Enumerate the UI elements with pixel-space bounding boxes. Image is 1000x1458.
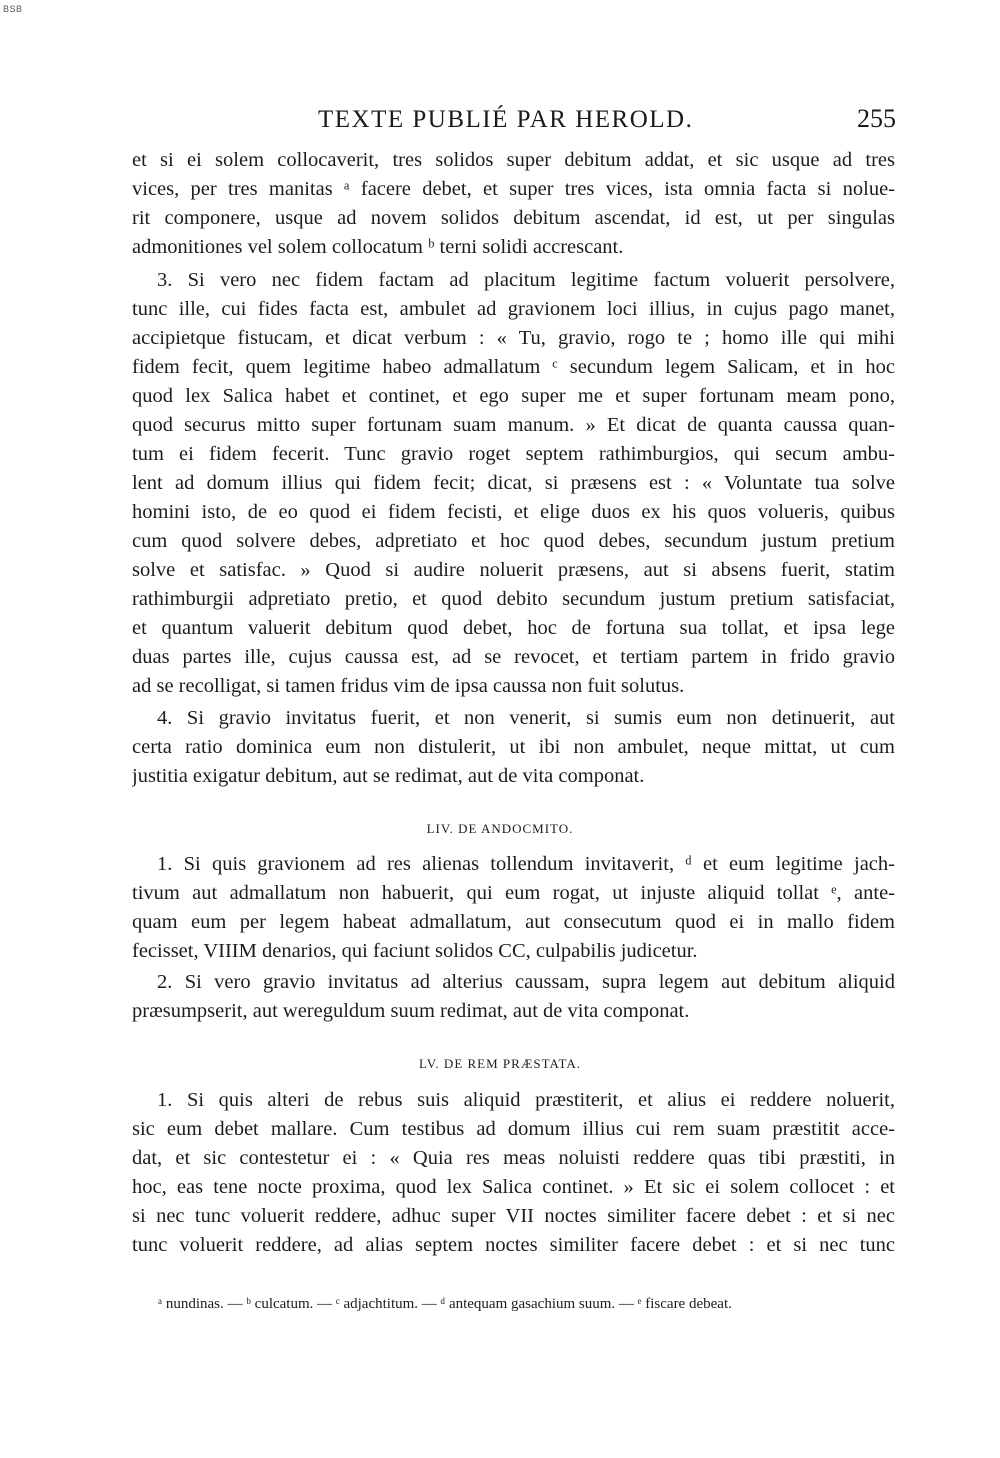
- text-line: sic eum debet mallare. Cum testibus ad domum illius cui rem suam præstitit acce-: [132, 1118, 895, 1140]
- footnotes: ᵃ nundinas. — ᵇ culcatum. — ᶜ adjachtitum. — ᵈ antequam gasachium suum. — ᵉ fiscare debeat.: [158, 1296, 732, 1312]
- text-line: certa ratio dominica eum non distulerit, ut ibi non ambulet, neque mittat, ut cum: [132, 736, 895, 758]
- text-line: quod securus mitto super fortunam suam manum. » Et dicat de quanta caussa quan-: [132, 414, 895, 436]
- paragraph-start: 2. Si vero gravio invitatus ad alterius caussam, supra legem aut debitum aliquid: [157, 971, 895, 993]
- text-line: cum quod solvere debes, adpretiato et hoc quod debes, secundum justum pretium: [132, 530, 895, 552]
- text-line: tum ei fidem fecerit. Tunc gravio roget septem rathimburgios, qui secum ambu-: [132, 443, 895, 465]
- text-line: præsumpserit, aut wereguldum suum redimat, aut de vita componat.: [132, 1000, 690, 1022]
- text-line: rit componere, usque ad novem solidos debitum ascendat, id est, ut per singulas: [132, 207, 895, 229]
- text-line: admonitiones vel solem collocatum ᵇ terni solidi accrescant.: [132, 236, 624, 258]
- text-line: fecisset, VIIIM denarios, qui faciunt solidos CC, culpabilis judicetur.: [132, 940, 698, 962]
- text-line: duas partes ille, cujus caussa est, ad se revocet, et tertiam partem in frido gravio: [132, 646, 895, 668]
- text-line: homini isto, de eo quod ei fidem fecisti, et elige duos ex his quos volueris, quibus: [132, 501, 895, 523]
- text-line: quod lex Salica habet et continet, et ego super me et super fortunam meam pono,: [132, 385, 895, 407]
- text-line: rathimburgii adpretiato pretio, et quod debito secundum justum pretium satisfaciat,: [132, 588, 895, 610]
- text-line: hoc, eas tene nocte proxima, quod lex Salica continet. » Et sic ei solem collocet : et: [132, 1176, 895, 1198]
- text-line: quam eum per legem habeat admallatum, aut consecutum quod ei in mallo fidem: [132, 911, 895, 933]
- text-line: et quantum valuerit debitum quod debet, hoc de fortuna sua tollat, et ipsa lege: [132, 617, 895, 639]
- page-number: 255: [857, 104, 896, 133]
- text-line: dat, et sic contestetur ei : « Quia res meas noluisti reddere quas tibi præstiti, in: [132, 1147, 895, 1169]
- text-line: lent ad domum illius qui fidem fecit; dicat, si præsens est : « Voluntate tua solve: [132, 472, 895, 494]
- text-line: tunc voluerit reddere, ad alias septem noctes similiter facere debet : et si nec tunc: [132, 1234, 895, 1256]
- text-line: justitia exigatur debitum, aut se redimat, aut de vita componat.: [132, 765, 645, 787]
- text-line: tivum aut admallatum non habuerit, qui eum rogat, ut injuste aliquid tollat ᵉ, ante-: [132, 882, 895, 904]
- text-line: ad se recolligat, si tamen fridus vim de ipsa caussa non fuit solutus.: [132, 675, 685, 697]
- library-watermark: BSB: [3, 4, 23, 14]
- paragraph-start: 1. Si quis alteri de rebus suis aliquid præstiterit, et alius ei reddere noluerit,: [157, 1089, 895, 1111]
- paragraph-start: 1. Si quis gravionem ad res alienas tollendum invitaverit, ᵈ et eum legitime jach-: [157, 853, 895, 875]
- section-heading: LV. DE REM PRÆSTATA.: [418, 1056, 582, 1071]
- text-line: et si ei solem collocaverit, tres solidos super debitum addat, et sic usque ad tres: [132, 149, 895, 171]
- text-line: si nec tunc voluerit reddere, adhuc super VII noctes similiter facere debet : et si nec: [132, 1205, 895, 1227]
- running-title: TEXTE PUBLIÉ PAR HEROLD.: [318, 106, 694, 133]
- paragraph-start: 4. Si gravio invitatus fuerit, et non venerit, si sumis eum non detinuerit, aut: [157, 707, 895, 729]
- text-line: accipietque fistucam, et dicat verbum : « Tu, gravio, rogo te ; homo ille qui mihi: [132, 327, 895, 349]
- text-line: solve et satisfac. » Quod si audire noluerit præsens, aut si absens fuerit, statim: [132, 559, 895, 581]
- paragraph-start: 3. Si vero nec fidem factam ad placitum legitime factum voluerit persolvere,: [157, 269, 895, 291]
- text-line: vices, per tres manitas ᵃ facere debet, et super tres vices, ista omnia facta si nolue-: [132, 178, 895, 200]
- text-line: fidem fecit, quem legitime habeo admallatum ᶜ secundum legem Salicam, et in hoc: [132, 356, 895, 378]
- text-line: tunc ille, cui fides facta est, ambulet ad gravionem loci illius, in cujus pago manet,: [132, 298, 895, 320]
- section-heading: LIV. DE ANDOCMITO.: [426, 821, 574, 836]
